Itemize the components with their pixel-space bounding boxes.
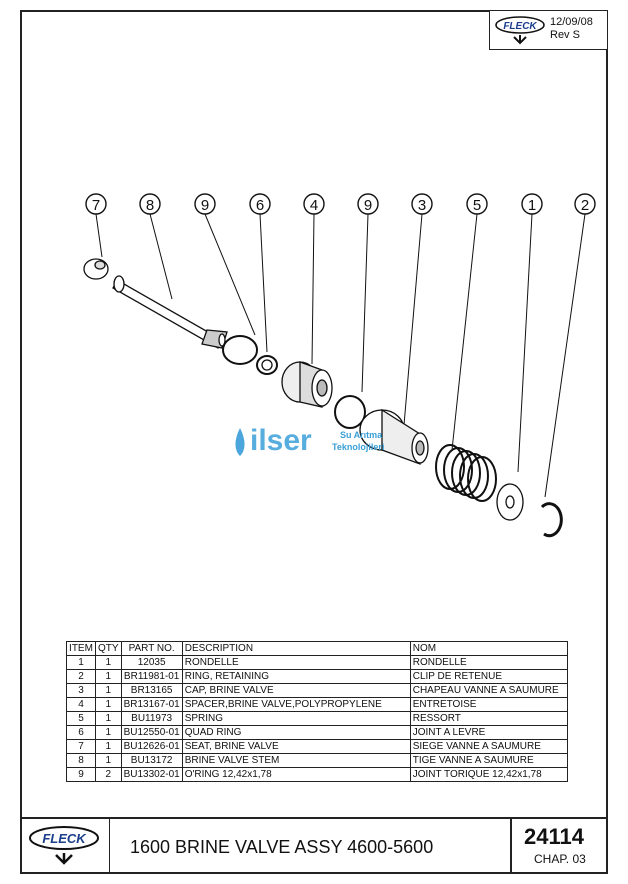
bom-row <box>67 656 568 670</box>
bom-cell-item: 9 <box>67 768 96 782</box>
fleck-logo-icon <box>20 819 108 873</box>
revision-logo-text: FLECK <box>503 21 537 32</box>
bom-cell-description: SPRING <box>182 712 410 726</box>
bom-cell-item: 6 <box>67 726 96 740</box>
bom-cell-nom: SIEGE VANNE A SAUMURE <box>410 740 567 754</box>
bom-cell-part: BU12550-01 <box>121 726 182 740</box>
part-spring <box>436 445 496 501</box>
balloon-3-label: 3 <box>417 197 427 214</box>
balloon-9b-label: 9 <box>363 197 373 214</box>
balloon-9b <box>358 194 378 214</box>
bom-cell-qty: 1 <box>96 670 122 684</box>
bom-header-item: ITEM <box>67 642 96 656</box>
chapter-label: CHAP. 03 <box>534 852 586 866</box>
balloon-4 <box>304 194 324 214</box>
bom-cell-qty: 1 <box>96 698 122 712</box>
bom-cell-part: BR13167-01 <box>121 698 182 712</box>
part-quad-ring <box>257 356 277 374</box>
bom-header-nom: NOM <box>410 642 567 656</box>
bom-cell-description: SEAT, BRINE VALVE <box>182 740 410 754</box>
bom-cell-nom: TIGE VANNE A SAUMURE <box>410 754 567 768</box>
bom-row <box>67 684 568 698</box>
balloon-7 <box>86 194 106 214</box>
revision-box <box>489 10 608 50</box>
bom-cell-qty: 1 <box>96 726 122 740</box>
bom-cell-description: RING, RETAINING <box>182 670 410 684</box>
part-stem <box>113 276 227 348</box>
bom-cell-nom: CLIP DE RETENUE <box>410 670 567 684</box>
part-oring-1 <box>223 336 257 364</box>
water-drop-icon <box>236 428 245 456</box>
bom-cell-item: 2 <box>67 670 96 684</box>
balloon-1-label: 1 <box>527 197 537 214</box>
part-washer <box>497 484 523 520</box>
watermark-brand: ilser <box>250 424 312 457</box>
drawing-title: 1600 BRINE VALVE ASSY 4600-5600 <box>130 837 434 857</box>
bom-cell-part: BU13172 <box>121 754 182 768</box>
bom-cell-description: O'RING 12,42x1,78 <box>182 768 410 782</box>
balloon-7-label: 7 <box>91 197 101 214</box>
bom-cell-item: 3 <box>67 684 96 698</box>
drawing-number: 24114 <box>524 824 584 849</box>
balloon-9a-label: 9 <box>200 197 210 214</box>
bom-cell-description: RONDELLE <box>182 656 410 670</box>
bom-row <box>67 712 568 726</box>
balloon-5 <box>467 194 487 214</box>
bom-cell-qty: 2 <box>96 768 122 782</box>
balloon-5-label: 5 <box>472 197 482 214</box>
balloon-3 <box>412 194 432 214</box>
balloon-2 <box>575 194 595 214</box>
bom-cell-nom: JOINT A LEVRE <box>410 726 567 740</box>
bom-cell-nom: JOINT TORIQUE 12,42x1,78 <box>410 768 567 782</box>
balloon-4-label: 4 <box>309 197 319 214</box>
bom-cell-part: BU11973 <box>121 712 182 726</box>
watermark-line2: Teknolojileri <box>332 442 385 452</box>
balloon-6-label: 6 <box>255 197 265 214</box>
balloon-9a <box>195 194 215 214</box>
bom-cell-nom: ENTRETOISE <box>410 698 567 712</box>
bom-cell-part: 12035 <box>121 656 182 670</box>
bom-row <box>67 726 568 740</box>
exploded-drawing <box>22 52 606 632</box>
drawing-number-box <box>510 819 608 874</box>
bom-header-part: PART NO. <box>121 642 182 656</box>
bom-cell-item: 5 <box>67 712 96 726</box>
bom-row <box>67 698 568 712</box>
bom-row <box>67 740 568 754</box>
balloon-1 <box>522 194 542 214</box>
bom-cell-item: 7 <box>67 740 96 754</box>
bom-cell-part: BR11981-01 <box>121 670 182 684</box>
bom-cell-nom: RONDELLE <box>410 656 567 670</box>
title-logo-box <box>20 819 110 874</box>
bom-cell-part: BU13302-01 <box>121 768 182 782</box>
bom-cell-qty: 1 <box>96 712 122 726</box>
bom-header-description: DESCRIPTION <box>182 642 410 656</box>
bom-row <box>67 670 568 684</box>
bom-cell-description: BRINE VALVE STEM <box>182 754 410 768</box>
fleck-logo-icon <box>494 15 546 45</box>
bom-cell-qty: 1 <box>96 684 122 698</box>
bom-cell-item: 8 <box>67 754 96 768</box>
balloon-6 <box>250 194 270 214</box>
bom-cell-qty: 1 <box>96 754 122 768</box>
bom-row <box>67 768 568 782</box>
revision-label: Rev S <box>550 29 580 41</box>
watermark-line1: Su Arıtma <box>340 430 383 440</box>
bom-cell-part: BU12626-01 <box>121 740 182 754</box>
bom-cell-nom: CHAPEAU VANNE A SAUMURE <box>410 684 567 698</box>
bom-header-qty: QTY <box>96 642 122 656</box>
part-retaining-ring <box>542 504 561 536</box>
part-seat <box>84 259 108 279</box>
balloon-8-label: 8 <box>145 197 155 214</box>
bom-row <box>67 754 568 768</box>
bom-cell-description: CAP, BRINE VALVE <box>182 684 410 698</box>
balloon-2-label: 2 <box>580 197 590 214</box>
bom-table <box>66 641 568 782</box>
title-logo-text: FLECK <box>42 831 86 846</box>
ilser-watermark <box>232 420 402 466</box>
bom-cell-qty: 1 <box>96 656 122 670</box>
bom-header-row <box>67 642 568 656</box>
bom-cell-part: BR13165 <box>121 684 182 698</box>
part-spacer <box>282 362 332 407</box>
bom-cell-description: QUAD RING <box>182 726 410 740</box>
title-block <box>20 817 608 874</box>
revision-date: 12/09/08 <box>550 16 593 28</box>
bom-cell-qty: 1 <box>96 740 122 754</box>
bom-cell-item: 1 <box>67 656 96 670</box>
bom-cell-description: SPACER,BRINE VALVE,POLYPROPYLENE <box>182 698 410 712</box>
balloon-8 <box>140 194 160 214</box>
bom-cell-nom: RESSORT <box>410 712 567 726</box>
bom-cell-item: 4 <box>67 698 96 712</box>
